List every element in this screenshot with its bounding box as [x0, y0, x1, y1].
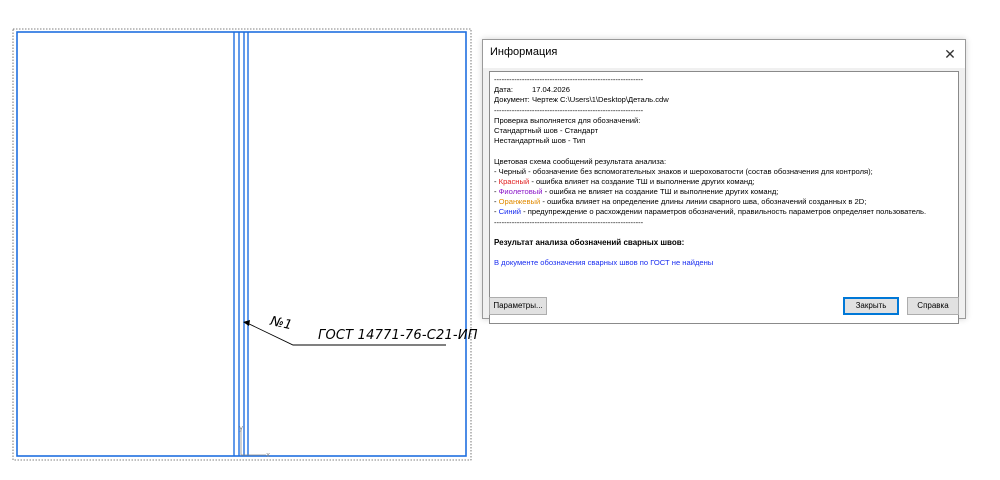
weld-designation-label: ГОСТ 14771-76-С21-ИП: [318, 328, 478, 343]
legend-blue: - Синий - предупреждение о расхождении параметров обозначений, правильность параметров определяет пользователь.: [494, 207, 927, 217]
legend-red: - Красный - ошибка влияет на создание ТШ и выполнение других команд;: [494, 176, 755, 186]
drawing-canvas[interactable]: [0, 0, 480, 480]
weld-number-label: №1: [268, 314, 294, 334]
separator-line: -----------------------------------------------------------: [494, 217, 644, 227]
result-message: В документе обозначения сварных швов по ГОСТ не найдены: [494, 258, 714, 268]
close-icon[interactable]: ✕: [944, 46, 956, 62]
close-button[interactable]: Закрыть: [843, 297, 899, 315]
report-textbox[interactable]: [489, 71, 959, 324]
axis-x-label: x: [266, 451, 271, 459]
legend-violet: - Фиолетовый - ошибка не влияет на создание ТШ и выполнение других команд;: [494, 187, 779, 197]
dialog-titlebar[interactable]: [483, 40, 965, 68]
dialog-title: Информация: [490, 46, 558, 58]
check-header: Проверка выполняется для обозначений:: [494, 115, 641, 125]
date-row: [494, 85, 958, 95]
document-row: [494, 95, 958, 105]
legend-orange: - Оранжевый - ошибка влияет на определение длины линии сварного шва, обозначений созданных в 2D;: [494, 197, 867, 207]
help-button[interactable]: Справка: [907, 297, 959, 315]
legend-violet-word: Фиолетовый: [498, 187, 543, 197]
result-header: Результат анализа обозначений сварных швов:: [494, 238, 685, 247]
axis-y-label: y: [239, 424, 244, 432]
date-label: Дата:: [494, 85, 513, 95]
drawing-frame: [17, 32, 466, 456]
info-dialog: [482, 39, 966, 319]
separator-line: -----------------------------------------------------------: [494, 75, 644, 84]
document-value: Чертеж C:\Users\1\Desktop\Деталь.cdw: [532, 95, 669, 105]
sheet-boundary: [13, 29, 471, 460]
nonstandard-line: Нестандартный шов - Тип: [494, 136, 586, 146]
standard-line: Стандартный шов - Стандарт: [494, 125, 599, 135]
legend-red-word: Красный: [498, 176, 530, 186]
document-label: Документ:: [494, 95, 530, 105]
legend-blue-word: Синий: [498, 207, 522, 217]
scheme-header: Цветовая схема сообщений результата анализа:: [494, 156, 667, 166]
drawing-sheet[interactable]: [0, 0, 480, 480]
legend-black: - Черный - обозначение без вспомогательных знаков и шероховатости (состав обозначения для контроля);: [494, 166, 873, 176]
parameters-button[interactable]: Параметры...: [489, 297, 547, 315]
legend-orange-word: Оранжевый: [498, 197, 541, 207]
date-value: 17.04.2026: [532, 85, 571, 95]
separator-line: -----------------------------------------------------------: [494, 105, 644, 115]
